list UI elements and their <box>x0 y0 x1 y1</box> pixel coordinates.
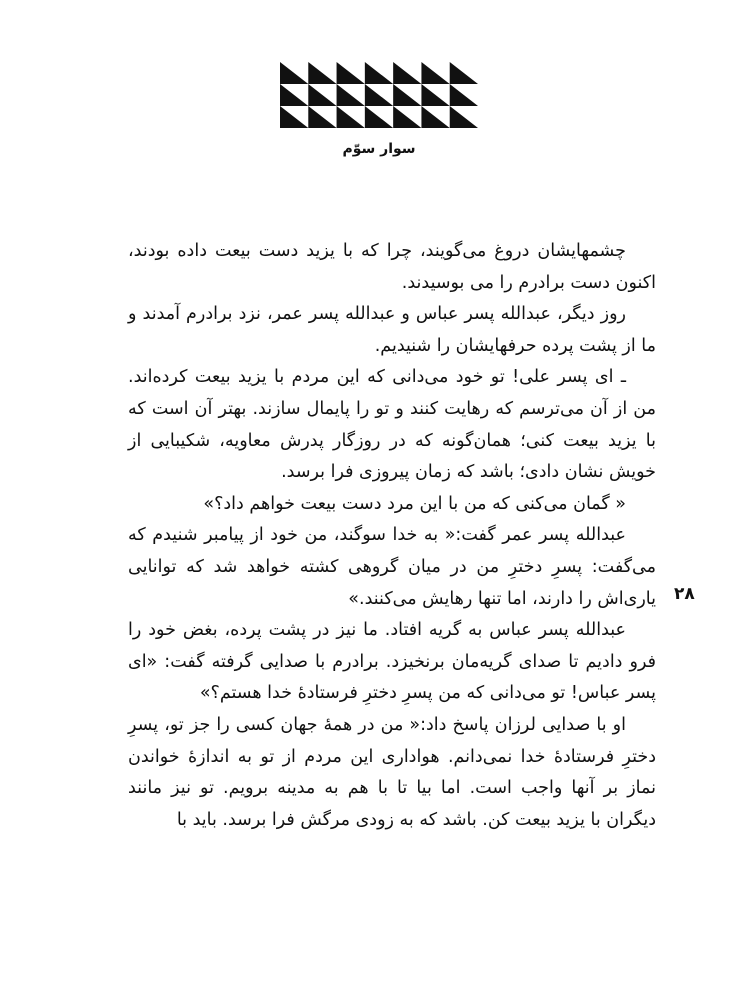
triangle-pattern-ornament-icon <box>280 62 478 128</box>
ornament-triangle <box>308 84 336 106</box>
ornament-triangle <box>393 84 421 106</box>
ornament-triangle <box>450 84 478 106</box>
ornament-triangle <box>365 106 393 128</box>
ornament-triangle <box>365 62 393 84</box>
ornament-triangle <box>337 106 365 128</box>
paragraph: ـ ای پسر علی! تو خود می‌دانی که این مردم با یزید بیعت کرده‌اند. من از آن می‌ترسم که رهایت کنند و تو را پایمال سازند. بهتر آن است که با یزید بیعت کنی؛ همان‌گونه که در روزگار پدرش معاویه، شکیبایی از خویش نشان دادی؛ باشد که زمان پیروزی فرا برسد. <box>128 367 656 483</box>
ornament-triangle <box>393 106 421 128</box>
ornament-triangle <box>421 106 449 128</box>
ornament-triangle <box>337 62 365 84</box>
paragraph: روز دیگر، عبدالله پسر عباس و عبدالله پسر عمر، نزد برادرم آمدند و ما از پشت پرده حرفهایشان را شنیدیم. <box>128 304 656 356</box>
page-number: ۲۸ <box>674 584 695 604</box>
paragraph: او با صدایی لرزان پاسخ داد:« من در همهٔ جهان کسی را جز تو، پسرِ دخترِ فرستادهٔ خدا نمی‌دانم. هواداری این مردم از تو به اندازهٔ خواندن نماز بر آنها واجب است. اما بیا تا با هم به مدینه برویم. تو نیز مانند دیگران با یزید بیعت کن. باشد که به زودی مرگش فرا برسد. باید با <box>128 714 656 830</box>
ornament-triangle <box>280 62 308 84</box>
paragraph: عبدالله پسر عمر گفت:« به خدا سوگند، من خود از پیامبر شنیدم که می‌گفت: پسرِ دخترِ من در میان گروهی کشته خواهد شد که توانایی یاری‌اش را دارند، اما تنها رهایش می‌کنند.» <box>128 525 656 609</box>
body-text <box>128 236 656 836</box>
ornament-triangle <box>280 84 308 106</box>
ornament-triangle <box>280 106 308 128</box>
paragraph: چشمهایشان دروغ می‌گویند، چرا که با یزید دست بیعت داده بودند، اکنون دست برادرم را می بوسیدند. <box>128 241 656 293</box>
ornament-triangle <box>421 62 449 84</box>
ornament-triangle <box>450 106 478 128</box>
ornament-triangle <box>308 62 336 84</box>
paragraph: « گمان می‌کنی که من با این مرد دست بیعت خواهم داد؟» <box>203 493 626 514</box>
ornament-triangle <box>337 84 365 106</box>
ornament-triangle <box>450 62 478 84</box>
ornament-triangle <box>421 84 449 106</box>
chapter-title: سوار سوّم <box>342 141 416 157</box>
ornament-triangle <box>365 84 393 106</box>
ornament-triangle <box>393 62 421 84</box>
paragraph: عبدالله پسر عباس به گریه افتاد. ما نیز در پشت پرده، بغض خود را فرو دادیم تا صدای گریه‌مان برنخیزد. برادرم با صدایی گرفته گفت: «ای پسر عباس! تو می‌دانی که من پسرِ دخترِ فرستادهٔ خدا هستم؟» <box>128 620 656 704</box>
ornament-triangle <box>308 106 336 128</box>
